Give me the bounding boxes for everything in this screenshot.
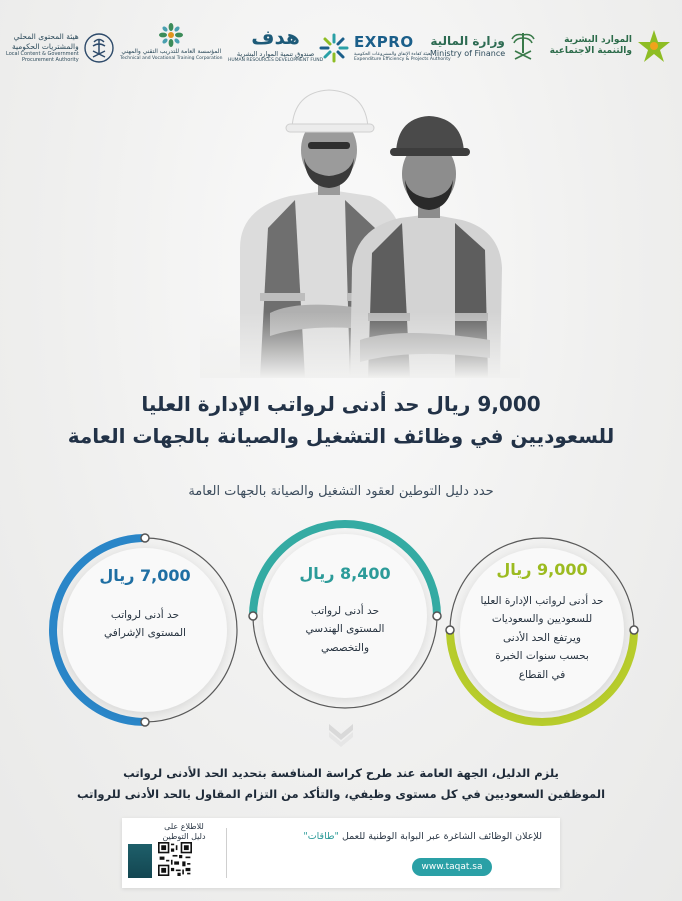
tier-amount: 7,000 ريال [99,566,191,585]
footer-card [122,818,560,888]
tier-amount: 8,400 ريال [299,564,391,583]
footer-divider [226,828,227,878]
mof-name-en: Ministry of Finance [430,48,506,58]
tvtc-name-en: Technical and Vocational Training Corporation [120,55,223,61]
tier-line: حد أدنى لرواتب [110,609,180,621]
hrsd-name-2: والتنمية الاجتماعية [549,46,632,56]
note-line-2: الموظفين السعوديين في كل مستوى وظيفي، والتأكد من التزام المقاول بالحد الأدنى للرواتب [76,787,606,801]
tvtc-name-ar: المؤسسة العامة للتدريب التقني والمهني [121,48,222,56]
lcgpa-name-en-2: Procurement Authority [22,57,79,64]
tier-line: حد أدنى لرواتب الإدارة العليا [480,595,604,607]
expro-name-en: Expenditure Efficiency & Projects Authority [354,57,451,63]
taqat-website-link[interactable]: www.taqat.sa [412,858,492,876]
hrdf-name-en: HUMAN RESOURCES DEVELOPMENT FUND [228,57,324,63]
hrsd-logo [550,16,672,76]
expro-name-ar: هيئة كفاءة الإنفاق والمشروعات الحكومية [354,51,431,57]
guide-caption-line: دليل التوطين [162,831,206,841]
lcgpa-emblem-icon [83,32,115,64]
tier-card-supervisory [45,530,245,730]
lcgpa-logo [6,18,115,78]
hrdf-mark: هدف [251,24,300,49]
engineers-photo [200,78,520,378]
tier-line: في القطاع [518,668,566,681]
hrsd-star-icon [636,28,672,64]
qr-code-icon[interactable] [158,842,192,876]
hrdf-logo [228,14,323,74]
headline-line-2: للسعوديين في وظائف التشغيل والصيانة بالجهات العامة [67,424,615,448]
expro-logo [318,18,451,78]
lcgpa-name-ar-2: والمشتريات الحكومية [11,41,79,51]
partner-logos [0,8,682,68]
chevron-down-icon [326,718,356,748]
tier-line: بحسب سنوات الخبرة [495,650,589,663]
tvtc-logo [120,12,223,72]
taqat-announcement [303,831,542,842]
tier-description [462,592,622,684]
hrdf-name-ar: صندوق تنمية الموارد البشرية [236,49,315,58]
tier-card-senior-management [442,530,642,730]
note-line-1: يلزم الدليل، الجهة العامة عند طرح كراسة المنافسة بتحديد الحد الأدنى لرواتب [123,766,559,780]
tier-line: المستوى الإشرافي [104,627,186,640]
palm-emblem-icon [509,29,537,63]
tier-line: للسعوديين والسعوديات [491,613,593,626]
hrsd-name: الموارد البشرية [564,34,632,45]
tvtc-flower-icon [158,22,184,48]
guide-caption-line: للاطلاع على [164,822,204,831]
guide-caption [146,822,222,841]
tier-line: المستوى الهندسي [305,623,385,636]
subtitle: حدد دليل التوطين لعقود التشغيل والصيانة بالجهات العامة [188,484,494,499]
headline-line-1: 9,000 ريال حد أدنى لرواتب الإدارة العليا [141,392,541,416]
expro-name: EXPRO [354,33,414,51]
guide-book-icon [128,844,152,878]
tier-description [65,606,225,643]
lcgpa-name-ar: هيئة المحتوى المحلي [13,32,79,42]
tier-line: ويرتفع الحد الأدنى [503,631,581,644]
tier-description [265,602,425,657]
mof-name-ar: وزارة المالية [430,33,505,48]
announcement-text: للإعلان الوظائف الشاغرة عبر البوابة الوطنية للعمل [341,831,542,842]
tier-line: والتخصصي [320,641,370,654]
taqat-name: "طاقات" [303,831,339,842]
tier-card-engineering [245,516,445,716]
tier-amount: 9,000 ريال [496,560,588,579]
lcgpa-name-en: Local Content & Government [6,51,79,58]
tier-line: حد أدنى لرواتب [310,605,380,617]
